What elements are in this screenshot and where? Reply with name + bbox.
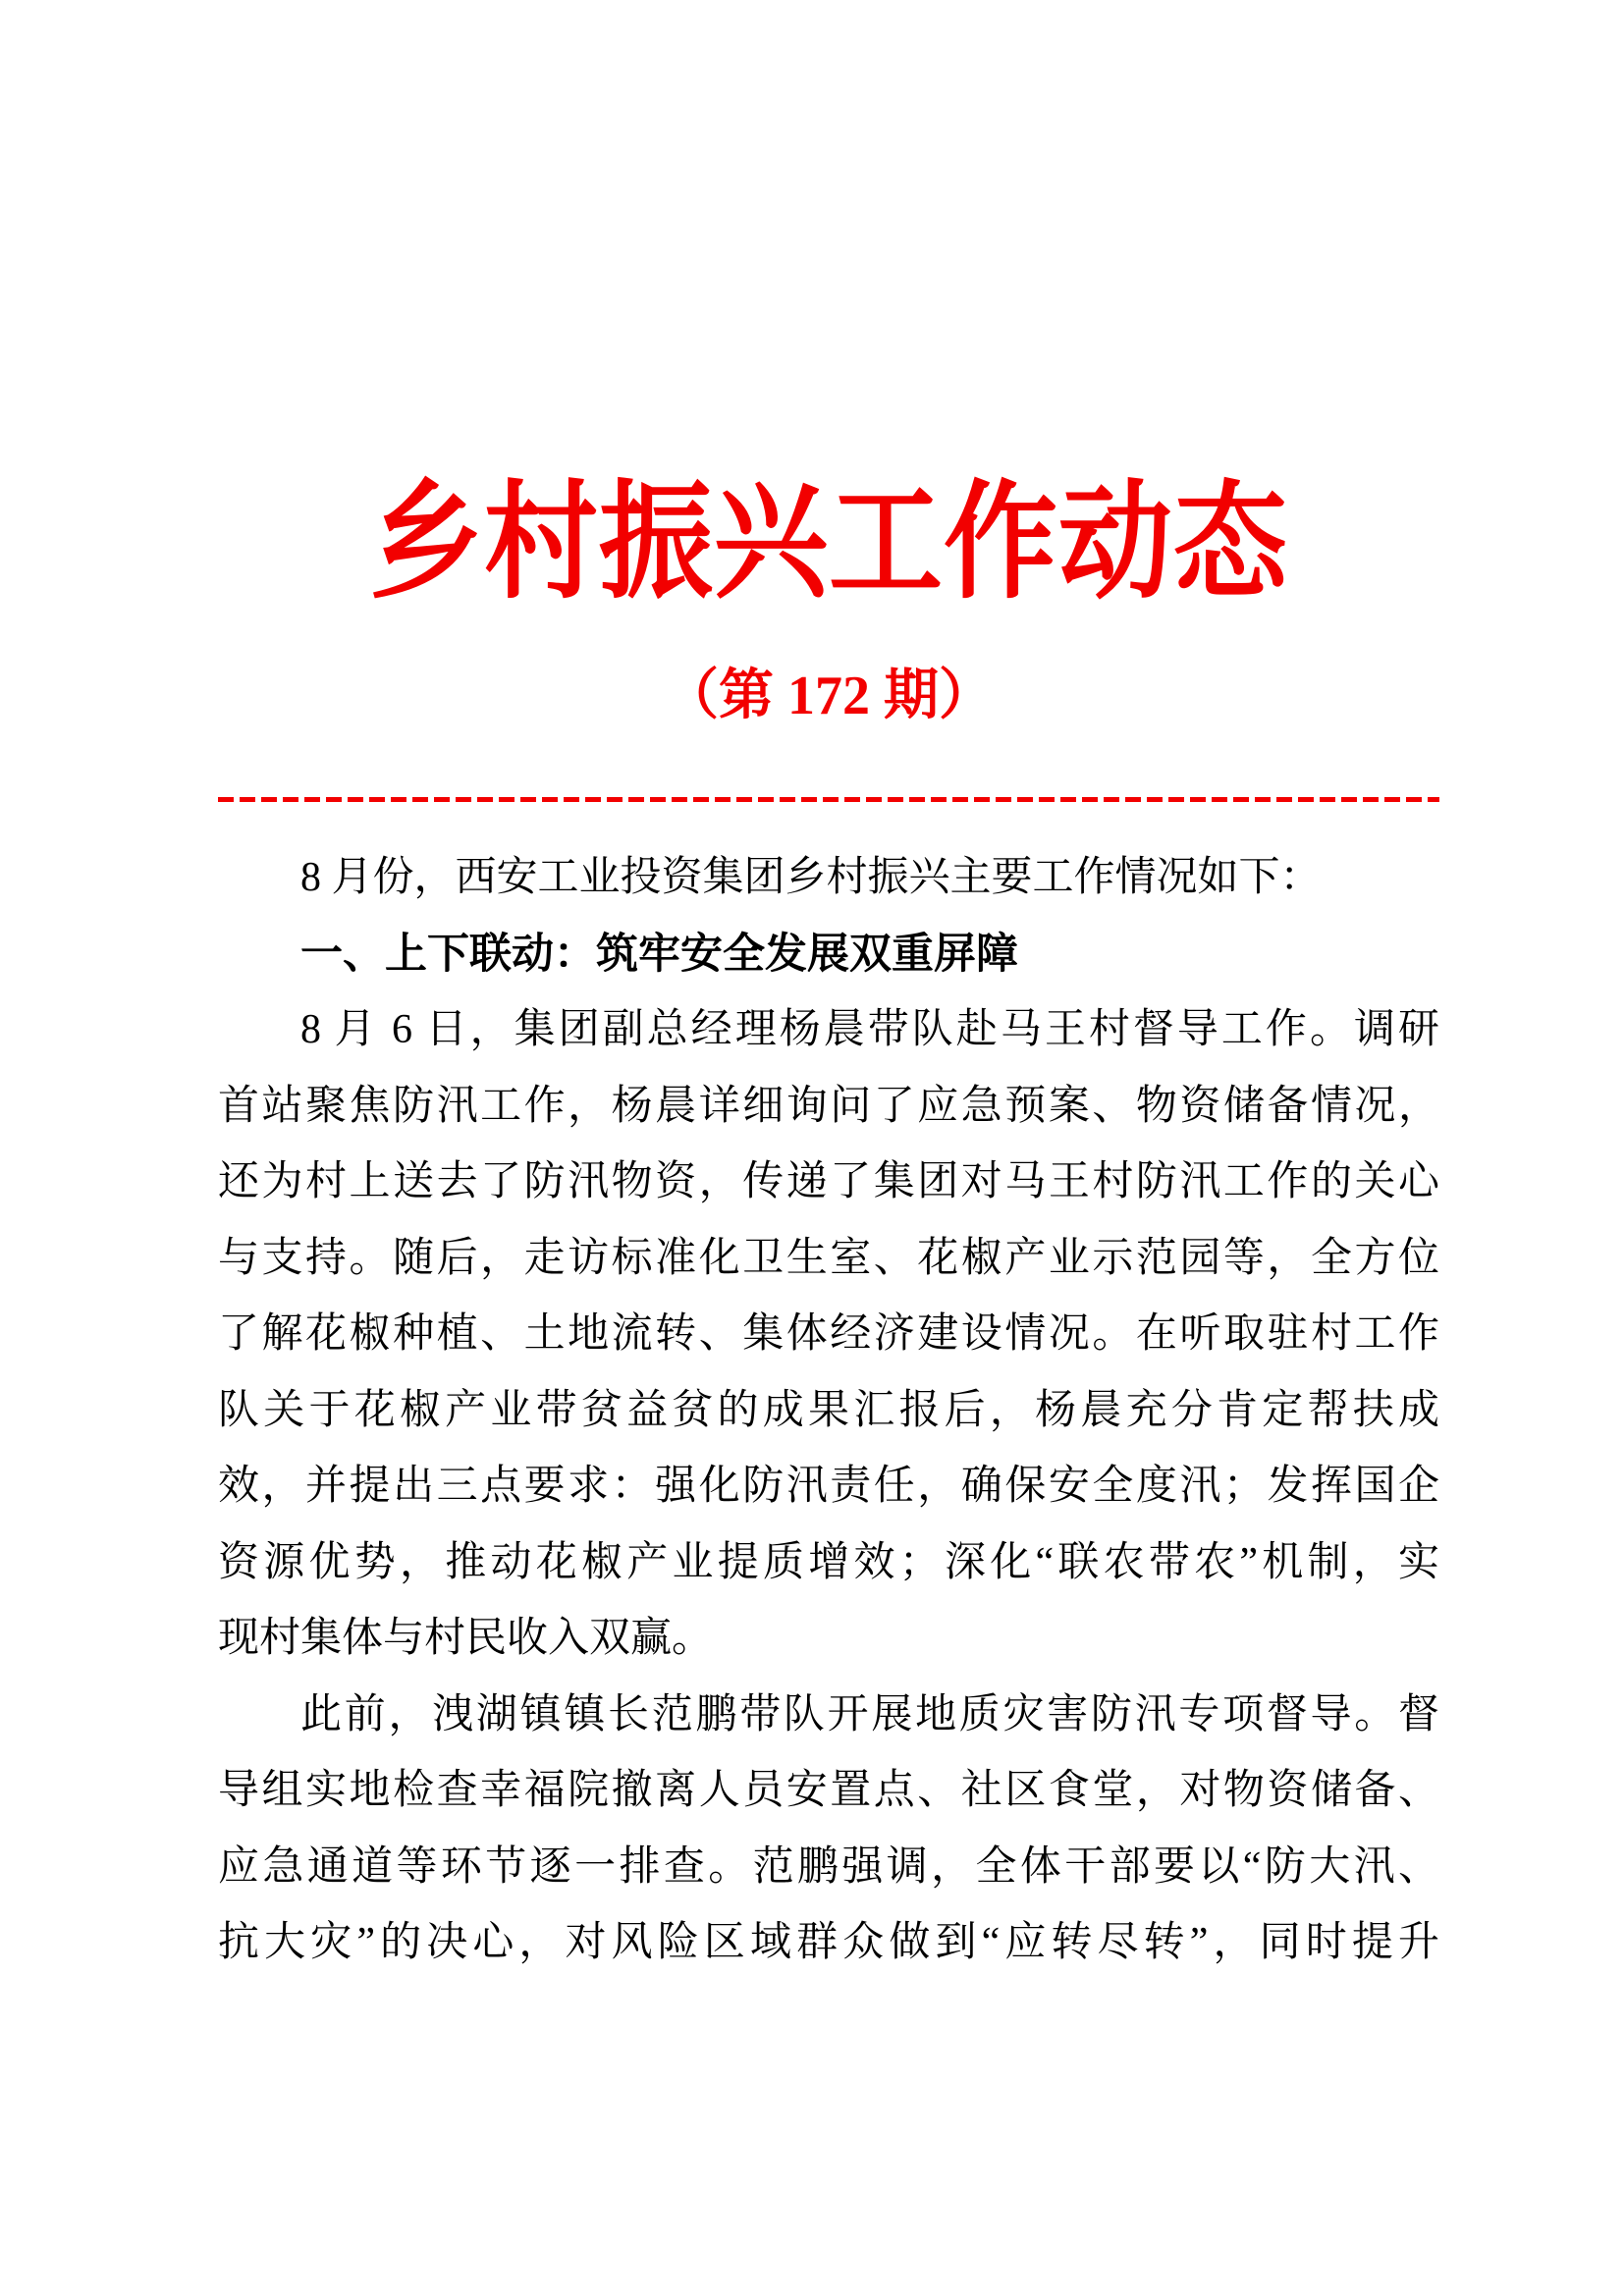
paragraph-line: 与支持。随后，走访标准化卫生室、花椒产业示范园等，全方位: [218, 1235, 1439, 1281]
paragraph-line: 队关于花椒产业带贫益贫的成果汇报后，杨晨充分肯定帮扶成: [218, 1387, 1439, 1433]
section-heading: 一、上下联动：筑牢安全发展双重屏障: [300, 930, 1018, 978]
paragraph-line: 现村集体与村民收入双赢。: [218, 1616, 714, 1661]
paragraph-line: 8 月 6 日，集团副总经理杨晨带队赴马王村督导工作。调研: [300, 1007, 1439, 1052]
paragraph-line: 了解花椒种植、土地流转、集体经济建设情况。在听取驻村工作: [218, 1311, 1439, 1357]
paragraph-line: 抗大灾”的决心，对风险区域群众做到“应转尽转”，同时提升: [218, 1920, 1439, 1965]
paragraph-line: 导组实地检查幸福院撤离人员安置点、社区食堂，对物资储备、: [218, 1768, 1439, 1813]
paragraph-line: 资源优势，推动花椒产业提质增效；深化“联农带农”机制，实: [218, 1539, 1439, 1585]
paragraph-line: 首站聚焦防汛工作，杨晨详细询问了应急预案、物资储备情况，: [218, 1083, 1439, 1129]
title-wrap: [218, 440, 1439, 615]
paragraph-line: 此前，洩湖镇镇长范鹏带队开展地质灾害防汛专项督导。督: [300, 1691, 1439, 1737]
document-body: [218, 840, 1439, 1982]
red-dashed-divider: [218, 797, 1439, 802]
paragraph-line: 应急通道等环节逐一排查。范鹏强调，全体干部要以“防大汛、: [218, 1843, 1439, 1890]
intro-line: 8 月份，西安工业投资集团乡村振兴主要工作情况如下：: [300, 855, 1322, 900]
issue-number: （第 172 期）: [664, 666, 994, 726]
paragraph-line: 还为村上送去了防汛物资，传递了集团对马王村防汛工作的关心: [218, 1159, 1439, 1204]
paragraph-line: 效，并提出三点要求：强化防汛责任，确保安全度汛；发挥国企: [218, 1464, 1439, 1509]
page-title: 乡村振兴工作动态: [369, 473, 1288, 615]
